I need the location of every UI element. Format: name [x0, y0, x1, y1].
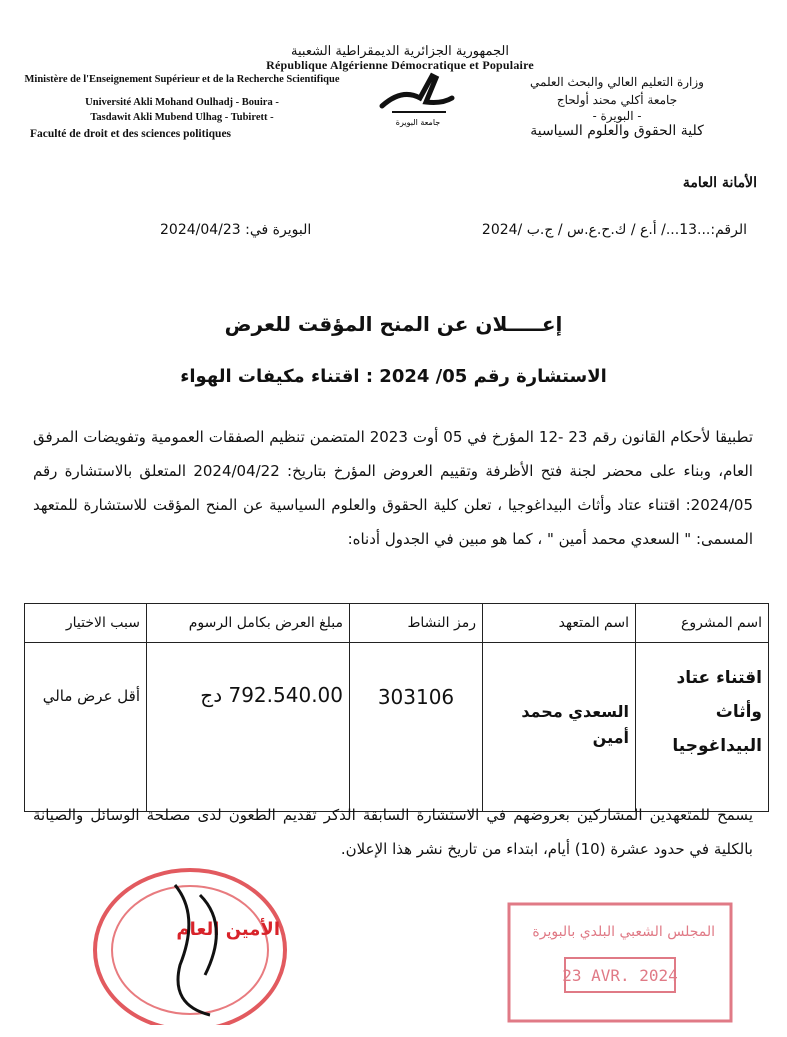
french-tasdawit: Tasdawit Akli Mubend Ulhag - Tubirett - [90, 112, 274, 123]
header-amount: مبلغ العرض بكامل الرسوم [147, 604, 350, 643]
french-university: Université Akli Mohand Oulhadj - Bouira - [85, 97, 279, 108]
municipal-date-stamp [505, 900, 735, 1025]
stamp-right-text: المجلس الشعبي البلدي بالبويرة [532, 924, 715, 940]
award-table [24, 603, 769, 812]
header-project: اسم المشروع [636, 604, 769, 643]
table-header-row [25, 604, 769, 643]
cell-reason: أقل عرض مالي [25, 643, 147, 812]
stamp-left-text: الأمين العام [176, 919, 280, 940]
table-row [25, 643, 769, 812]
appeal-paragraph: يسمح للمتعهدين المشاركين بعروضهم في الاستشارة السابقة الذكر تقديم الطعون لدى مصلحة الوسائل والصيانة بالكلية في حدود عشرة (10) أيام، ابتداء من تاريخ نشر هذا الإعلان. [33, 806, 753, 858]
french-republic-title: République Algérienne Démocratique et Populaire [266, 58, 534, 72]
university-logo [372, 68, 462, 128]
logo-caption: جامعة البويرة [395, 118, 441, 127]
secretariat-label: الأمانة العامة [682, 175, 757, 191]
arabic-faculty: كلية الحقوق والعلوم السياسية [530, 123, 704, 139]
header-reason: سبب الاختيار [25, 604, 147, 643]
french-faculty: Faculté de droit et des sciences politiques [30, 128, 232, 140]
arabic-ministry: وزارة التعليم العالي والبحث العلمي [530, 75, 704, 89]
intro-paragraph: تطبيقا لأحكام القانون رقم 23 -12 المؤرخ في 05 أوت 2023 المتضمن تنظيم الصفقات العمومية وتفويضات المرفق العام، وبناء على محضر لجنة فتح الأظرفة وتقييم العروض المؤرخ بتاريخ: 2024/04/22 المتعلق بالاستشارة رقم 2024/05: اقتناء عتاد وأثاث البيداغوجيا ، تعلن كلية الحقوق والعلوم السياسية عن المنح المؤقت للاستشارة للمتعهد المسمى: " السعدي محمد أمين " ، كما هو مبين في الجدول أدناه: [33, 428, 754, 548]
announcement-title: إعـــــلان عن المنح المؤقت للعرض [224, 312, 563, 336]
reference-number: الرقم:...13.../ أ.ع / ك.ح.ع.س / ج.ب /2024 [481, 222, 747, 238]
signature [175, 885, 216, 1015]
stamp-right-date: 23 AVR. 2024 [562, 966, 678, 985]
cell-activity-code: 303106 [350, 643, 483, 812]
document-date: البويرة في: 2024/04/23 [160, 222, 312, 238]
header-supplier: اسم المتعهد [483, 604, 636, 643]
consultation-subtitle: الاستشارة رقم 05/ 2024 : اقتناء مكيفات الهواء [180, 366, 607, 387]
header-activity-code: رمز النشاط [350, 604, 483, 643]
cell-supplier: السعدي محمد أمين [483, 643, 636, 812]
arabic-city: - البويرة - [592, 109, 642, 123]
cell-project: اقتناء عتاد وأثاث البيداغوجيا [636, 643, 769, 812]
arabic-republic-title: الجمهورية الجزائرية الديمقراطية الشعبية [291, 44, 509, 59]
french-ministry: Ministère de l'Enseignement Supérieur et de la Recherche Scientifique [24, 74, 340, 85]
arabic-university: جامعة أكلي محند أولحاج [556, 93, 678, 107]
red-round-stamp [80, 855, 320, 1025]
cell-amount: 792.540.00 دج [147, 643, 350, 812]
